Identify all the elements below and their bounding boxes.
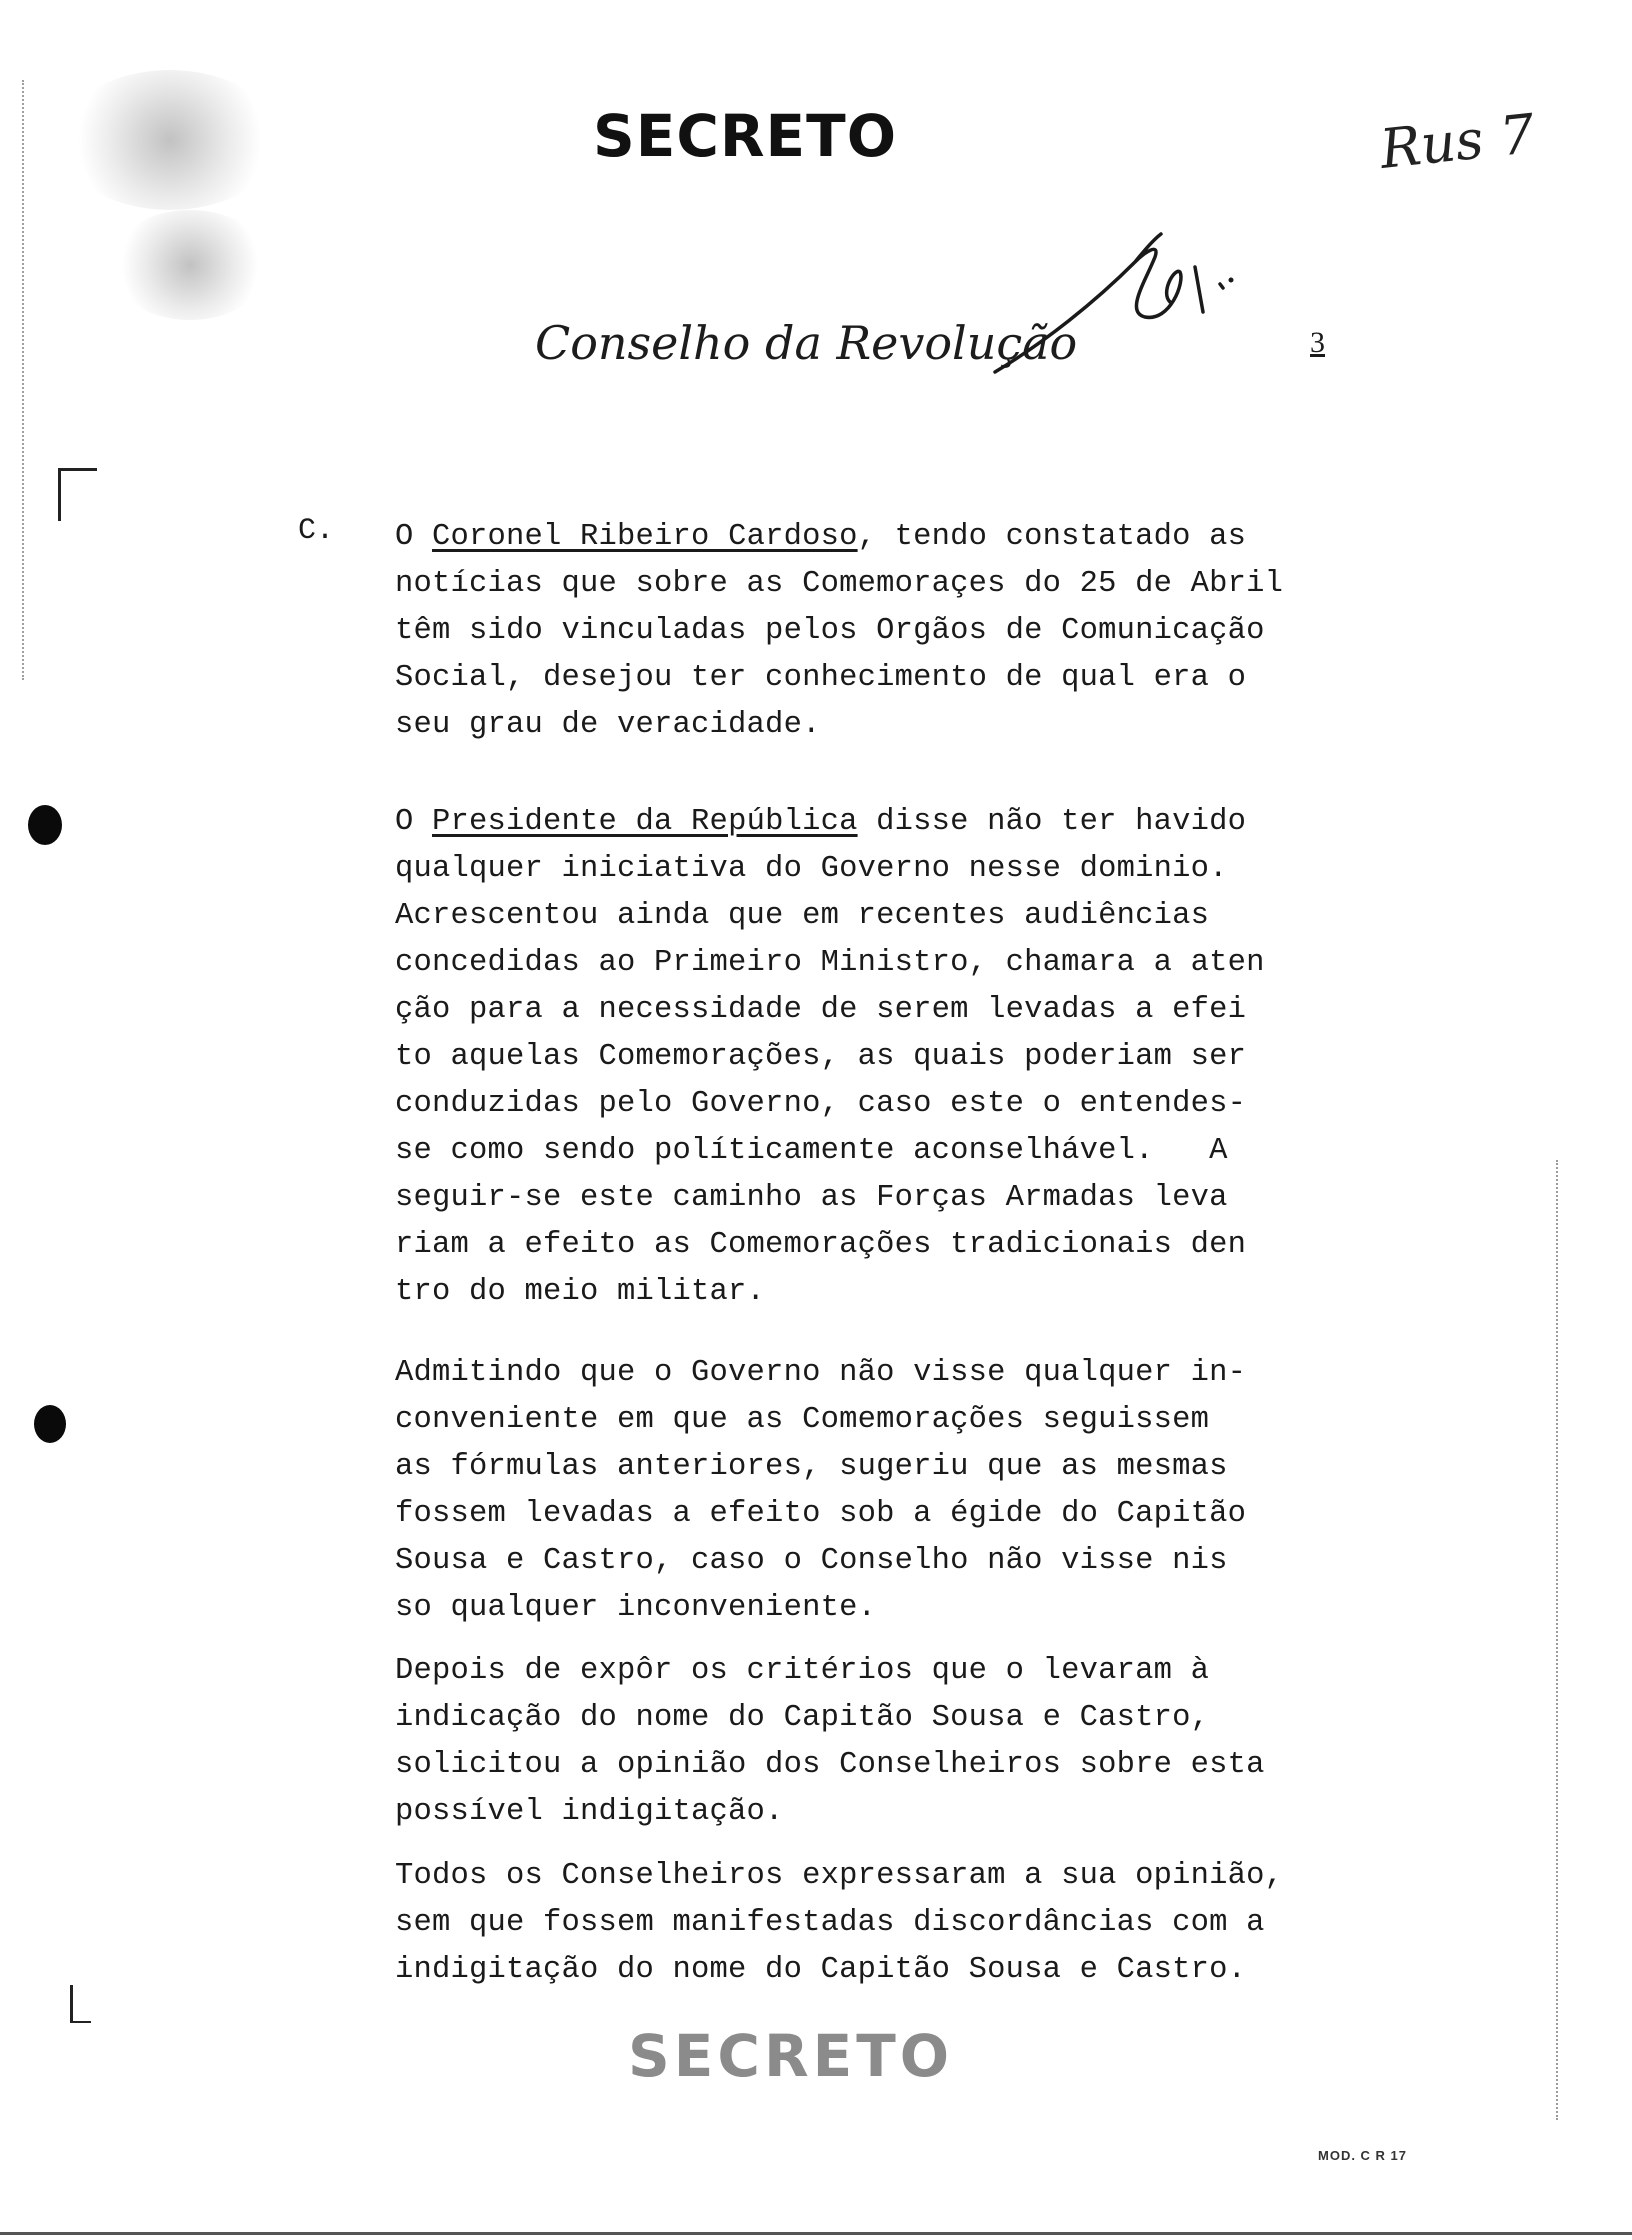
form-code: MOD. C R 17: [1318, 2148, 1408, 2163]
text-line: conveniente em que as Comemorações seguissem: [395, 1403, 1210, 1437]
page-number: 3: [1310, 326, 1325, 359]
text-line: Sousa e Castro, caso o Conselho não visse nis: [395, 1544, 1228, 1578]
text-line: qualquer iniciativa do Governo nesse dominio.: [395, 852, 1228, 886]
text-line: se como sendo políticamente aconselhável. A: [395, 1134, 1228, 1168]
text-line: seu grau de veracidade.: [395, 708, 821, 742]
text-line: Depois de expôr os critérios que o levaram à: [395, 1654, 1210, 1688]
paragraph-3: [395, 1350, 1295, 1632]
margin-mark-icon: [70, 1985, 91, 2023]
underlined-name: Coronel Ribeiro Cardoso: [432, 520, 858, 554]
text-line: têm sido vinculadas pelos Orgãos de Comunicação: [395, 614, 1265, 648]
text-line: ção para a necessidade de serem levadas a efei: [395, 993, 1247, 1027]
corner-mark-icon: [58, 468, 97, 521]
text-line: possível indigitação.: [395, 1795, 784, 1829]
text-line: O Coronel Ribeiro Cardoso, tendo constatado as: [395, 520, 1247, 554]
text-line: indigitação do nome do Capitão Sousa e Castro.: [395, 1953, 1247, 1987]
handwritten-initials: Rus 7: [1377, 102, 1538, 181]
text-line: Acrescentou ainda que em recentes audiências: [395, 899, 1210, 933]
classification-stamp-top: SECRETO: [592, 102, 898, 170]
paragraph-1: [395, 514, 1295, 749]
text-line: as fórmulas anteriores, sugeriu que as mesmas: [395, 1450, 1228, 1484]
text-line: fossem levadas a efeito sob a égide do Capitão: [395, 1497, 1247, 1531]
scan-edge-right: [1556, 1160, 1560, 2120]
text-line: riam a efeito as Comemorações tradicionais den: [395, 1228, 1247, 1262]
text-line: Todos os Conselheiros expressaram a sua opinião,: [395, 1859, 1284, 1893]
section-letter: C.: [298, 514, 335, 548]
text-line: concedidas ao Primeiro Ministro, chamara a aten: [395, 946, 1265, 980]
text-line: seguir-se este caminho as Forças Armadas leva: [395, 1181, 1228, 1215]
punch-hole-icon: [34, 1405, 66, 1443]
paragraph-4: [395, 1648, 1295, 1836]
text-line: to aquelas Comemorações, as quais poderiam ser: [395, 1040, 1247, 1074]
signature-icon: [985, 222, 1255, 392]
text-line: Social, desejou ter conhecimento de qual era o: [395, 661, 1247, 695]
scan-smudge: [60, 70, 280, 210]
text-line: O Presidente da República disse não ter havido: [395, 805, 1247, 839]
text-line: sem que fossem manifestadas discordâncias com a: [395, 1906, 1265, 1940]
text-line: conduzidas pelo Governo, caso este o entendes-: [395, 1087, 1247, 1121]
paragraph-2: [395, 799, 1295, 1316]
paragraph-5: [395, 1853, 1295, 1994]
classification-stamp-bottom: SECRETO: [628, 2022, 954, 2090]
text-line: indicação do nome do Capitão Sousa e Castro,: [395, 1701, 1210, 1735]
text-line: tro do meio militar.: [395, 1275, 766, 1309]
scan-smudge: [110, 210, 270, 320]
letterhead-title: Conselho da Revolução: [535, 316, 1078, 370]
text-line: Admitindo que o Governo não visse qualquer in-: [395, 1356, 1247, 1390]
scan-edge-left: [22, 80, 26, 680]
scan-bottom-edge: [0, 2232, 1632, 2235]
text-line: so qualquer inconveniente.: [395, 1591, 877, 1625]
text-line: notícias que sobre as Comemoraçes do 25 de Abril: [395, 567, 1284, 601]
punch-hole-icon: [28, 805, 62, 845]
text-line: solicitou a opinião dos Conselheiros sobre esta: [395, 1748, 1265, 1782]
underlined-name: Presidente da República: [432, 805, 858, 839]
